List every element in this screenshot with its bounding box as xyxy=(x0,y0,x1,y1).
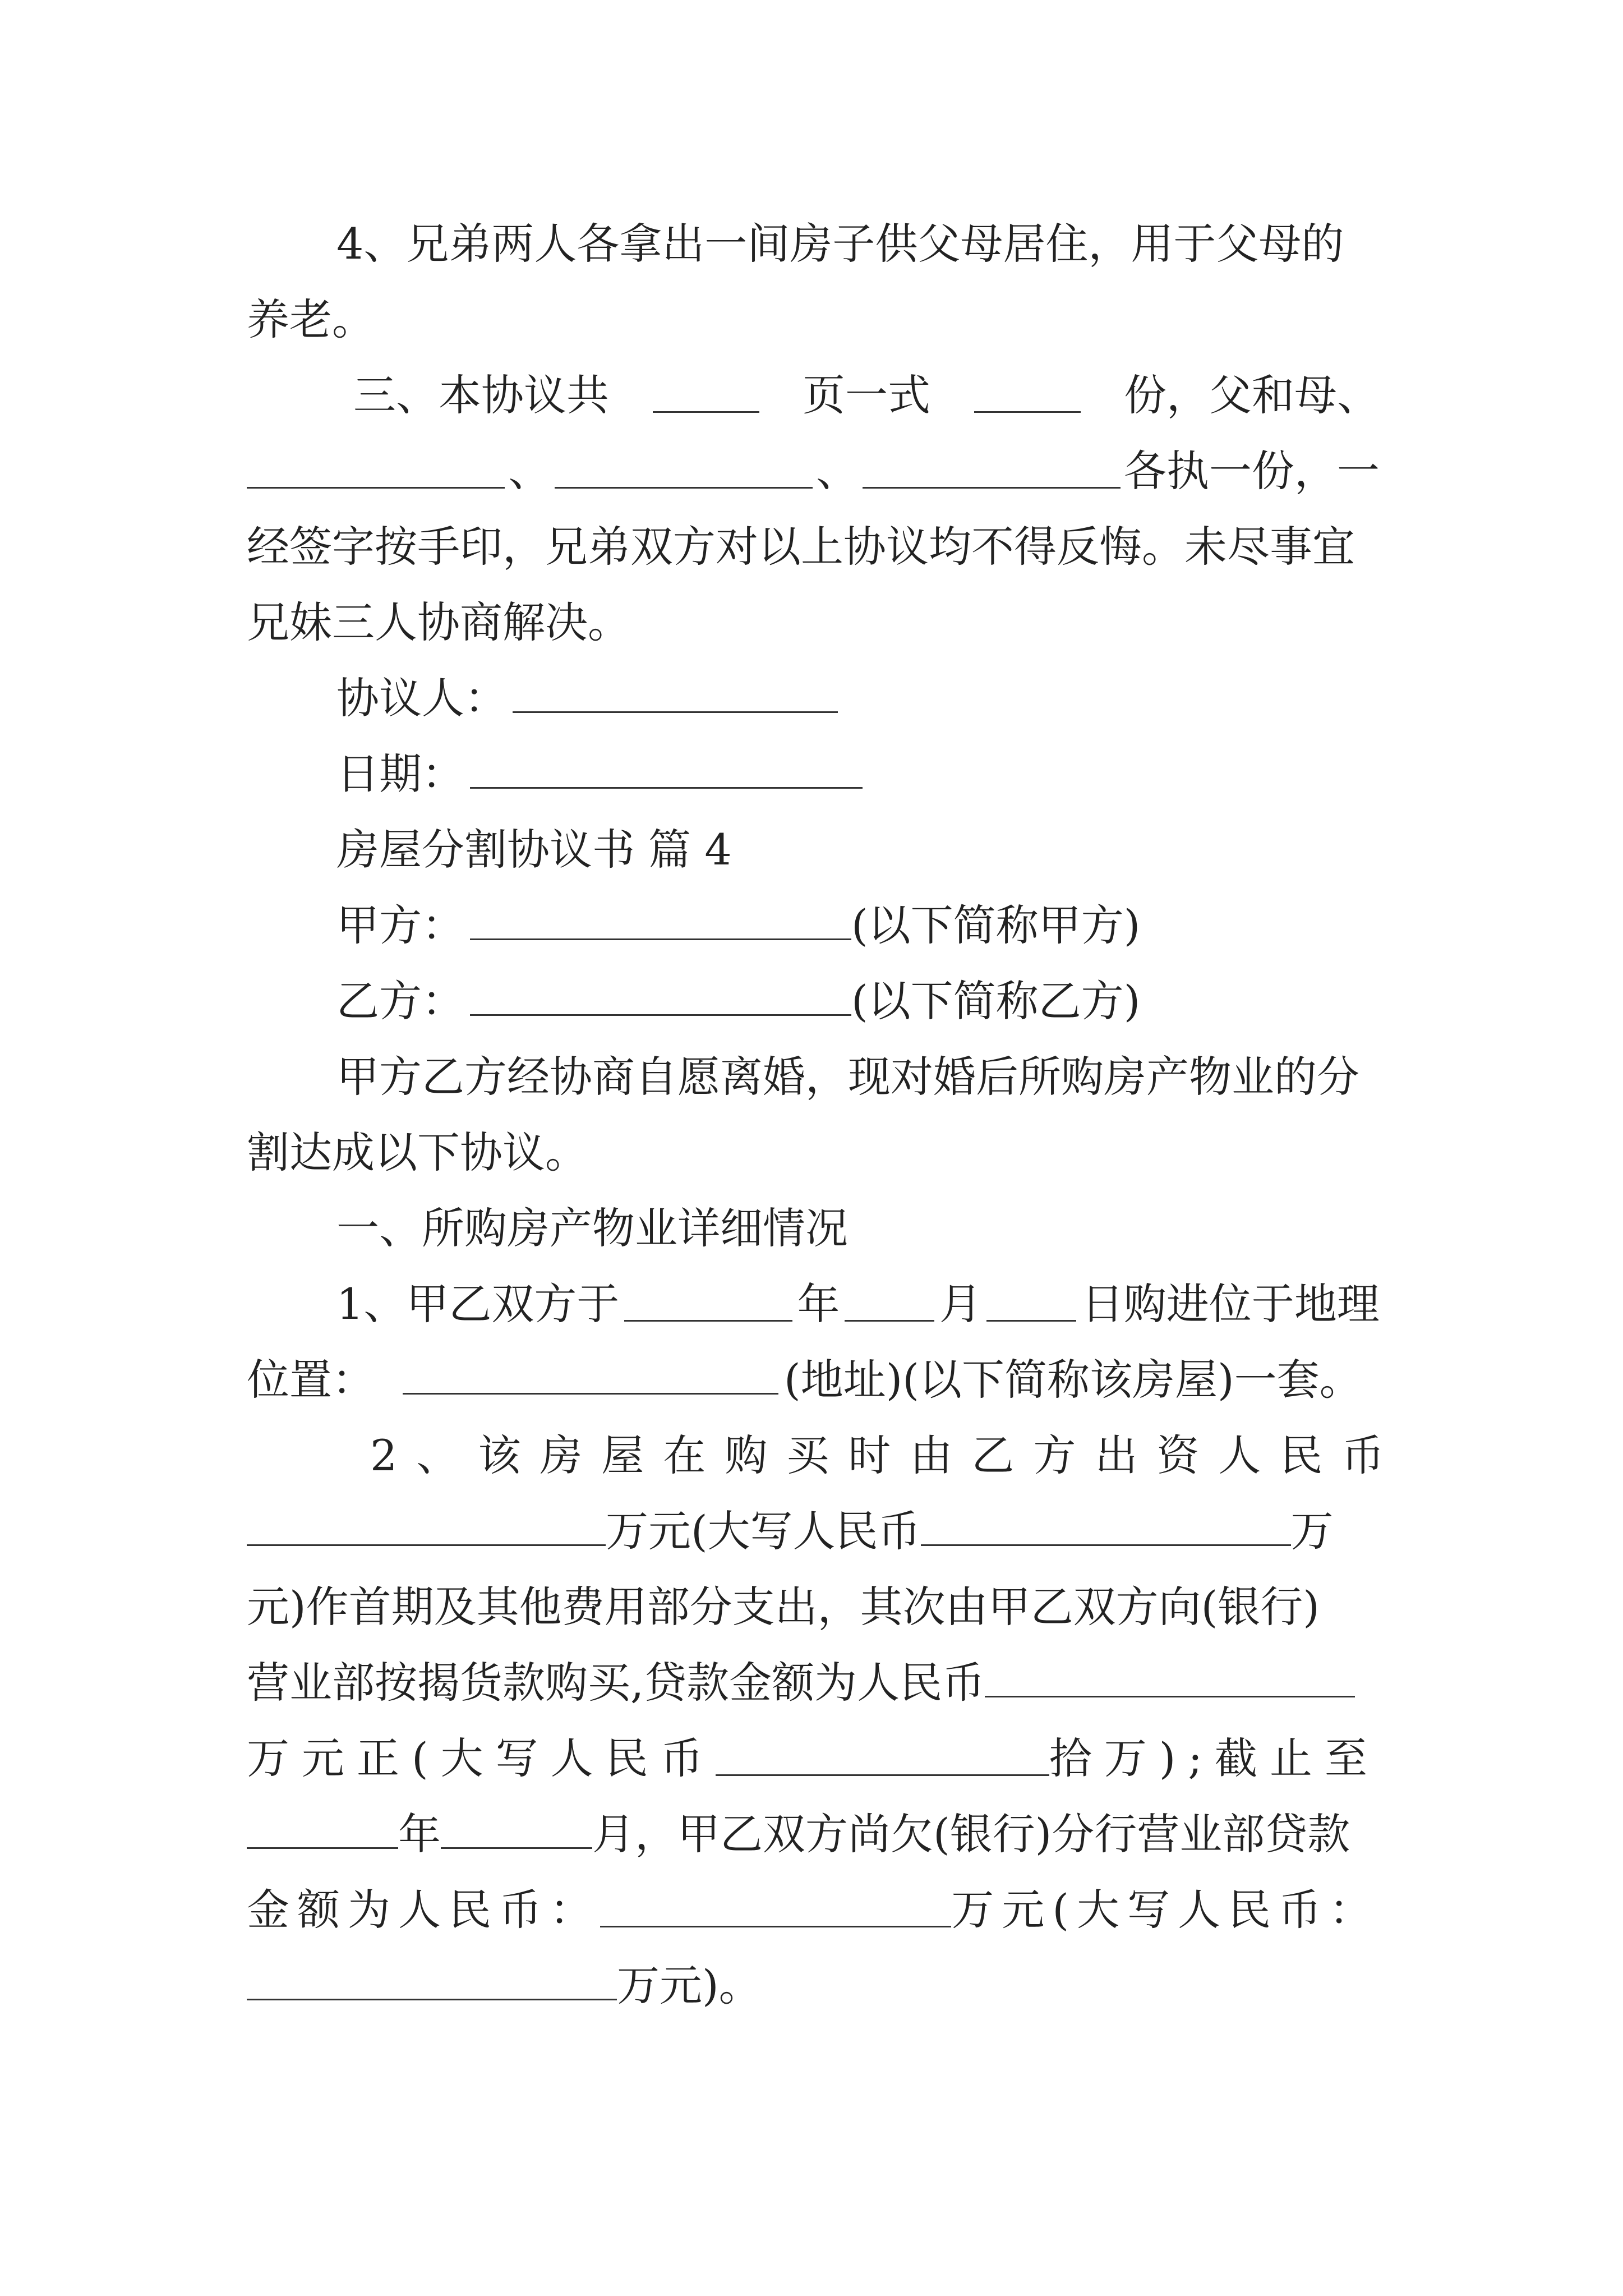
text: 年 xyxy=(398,1809,441,1859)
para-line xyxy=(247,1652,1380,1714)
text: 份，父和母、 xyxy=(1124,370,1380,420)
text: 万 xyxy=(1290,1506,1334,1556)
blank-holder-3 xyxy=(863,454,1121,489)
clause-title xyxy=(336,1198,1380,1259)
para-line-justified xyxy=(247,440,1380,502)
blank-until-year xyxy=(247,1815,398,1849)
text: 万元)。 xyxy=(617,1961,762,2010)
para-line xyxy=(247,516,1380,578)
para-line-justified xyxy=(247,1728,1380,1789)
text: 甲方乙方经协商自愿离婚，现对婚后所购房产物业的分 xyxy=(336,1052,1359,1102)
para-line xyxy=(247,1803,1380,1865)
blank-party-b xyxy=(470,982,851,1016)
text: 月，甲乙双方尚欠(银行)分行营业部贷款 xyxy=(592,1809,1350,1859)
blank-amount-caps xyxy=(921,1512,1291,1546)
text: (以下简称乙方) xyxy=(851,976,1141,1026)
para-line xyxy=(247,1122,1380,1184)
party-b-line xyxy=(336,970,1380,1032)
blank-year xyxy=(624,1287,792,1322)
para-line xyxy=(247,1501,1380,1562)
text: 万元(大写人民币： xyxy=(951,1885,1380,1935)
para-line xyxy=(336,213,1380,275)
blank-address xyxy=(403,1360,778,1395)
blank-holder-1 xyxy=(247,454,505,489)
text: 年 xyxy=(797,1279,840,1329)
blank-holder-2 xyxy=(555,454,813,489)
text: 拾万);截止至 xyxy=(1049,1733,1380,1783)
para-line xyxy=(336,1046,1380,1108)
date-line xyxy=(336,743,1380,805)
text: 2、该房屋在购买时由乙方出资人民币 xyxy=(370,1430,1404,1480)
text: 乙方： xyxy=(336,976,464,1026)
blank-party-a xyxy=(470,906,851,940)
para-line xyxy=(247,1955,1380,2017)
text: 三、本协议共 xyxy=(353,370,609,420)
blank-owed-caps xyxy=(247,1966,617,2000)
para-line xyxy=(247,592,1380,654)
text: 位置： xyxy=(247,1355,375,1405)
text: 房屋分割协议书 篇 4 xyxy=(336,825,732,875)
blank-until-month xyxy=(441,1815,592,1849)
text: 万元(大写人民币 xyxy=(606,1506,921,1556)
section-title xyxy=(336,819,1380,881)
blank-amount xyxy=(247,1512,606,1546)
blank-day xyxy=(986,1287,1076,1322)
para-line-justified xyxy=(247,1879,1380,1941)
text: 养老。 xyxy=(247,295,375,344)
para-line xyxy=(247,1349,1380,1411)
text: 各执一份，一 xyxy=(1123,446,1380,496)
text: 营业部按揭货款购买,贷款金额为人民币 xyxy=(247,1658,985,1708)
text: 、 xyxy=(508,446,551,496)
text: 兄妹三人协商解决。 xyxy=(247,597,630,647)
text: 一、所购房产物业详细情况 xyxy=(336,1203,848,1253)
blank-copy-count xyxy=(974,379,1081,413)
blank-date xyxy=(470,754,863,789)
para-line-justified xyxy=(370,1425,1404,1487)
blank-owed-amount xyxy=(600,1893,951,1927)
para-line-justified xyxy=(353,365,1380,426)
text: 1、甲乙双方于 xyxy=(336,1279,620,1329)
text: 甲方： xyxy=(336,900,464,950)
blank-page-count xyxy=(653,379,759,413)
party-a-line xyxy=(336,895,1380,956)
text: 月 xyxy=(939,1279,982,1329)
text: 4、兄弟两人各拿出一间房子供父母居住，用于父母的 xyxy=(336,219,1344,269)
blank-month xyxy=(845,1287,934,1322)
text: (以下简称甲方) xyxy=(851,900,1141,950)
text: 日购进位于地理 xyxy=(1081,1279,1380,1329)
signer-line xyxy=(336,668,1380,729)
text: 元)作首期及其他费用部分支出，其次由甲乙双方向(银行) xyxy=(247,1582,1320,1632)
text: 万元正(大写人民币 xyxy=(247,1733,716,1783)
text: 经签字按手印，兄弟双方对以上协议均不得反悔。未尽事宜 xyxy=(247,522,1355,572)
text: 割达成以下协议。 xyxy=(247,1128,588,1177)
para-line xyxy=(247,1576,1380,1638)
text: 金额为人民币： xyxy=(247,1885,600,1935)
text: (地址)(以下简称该房屋)一套。 xyxy=(784,1355,1362,1405)
blank-signer xyxy=(513,679,838,713)
blank-loan-amount xyxy=(985,1663,1355,1697)
signer-label: 协议人： xyxy=(336,673,507,723)
para-line-justified xyxy=(336,1273,1380,1335)
date-label: 日期： xyxy=(336,749,464,799)
para-line xyxy=(247,289,1380,351)
text: 页一式 xyxy=(803,370,930,420)
text: 、 xyxy=(816,446,859,496)
blank-loan-caps xyxy=(716,1742,1049,1776)
